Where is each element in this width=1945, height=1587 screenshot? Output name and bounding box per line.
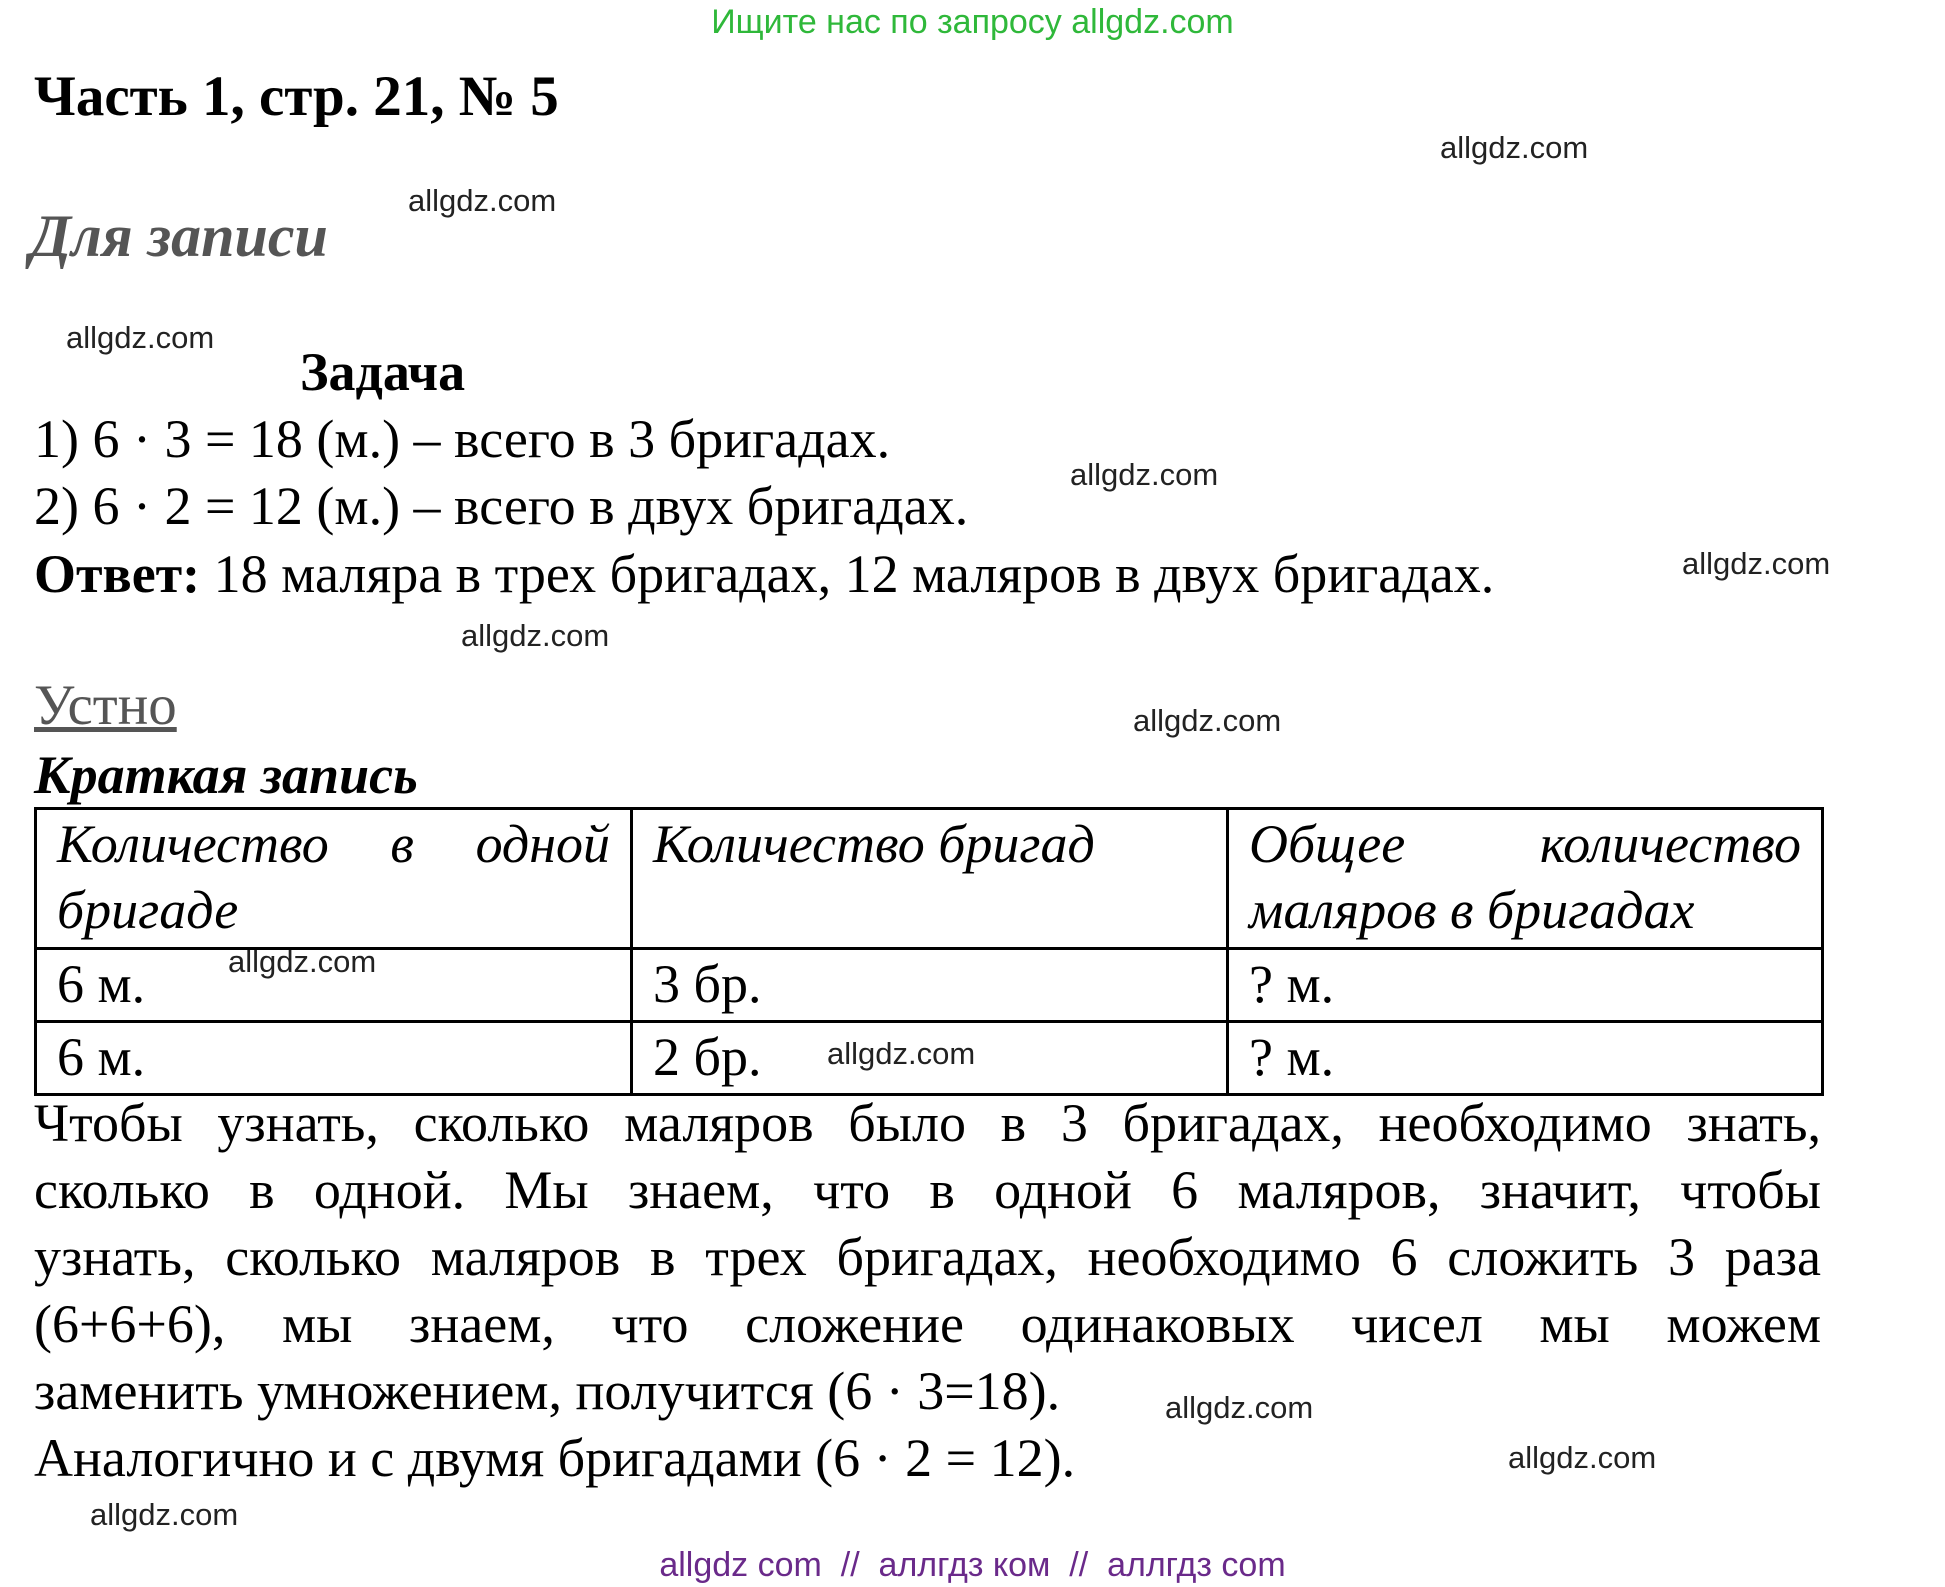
watermark: allgdz.com	[228, 944, 377, 979]
explanation-line: сколько в одной. Мы знаем, что в одной 6 маляров, значит, чтобы	[34, 1160, 1821, 1220]
top-banner: Ищите нас по запросу allgdz.com	[711, 3, 1234, 41]
section-oral-heading: Устно	[34, 674, 177, 737]
table-cell: 2 бр.	[632, 1021, 1228, 1094]
explanation-line: Аналогично и с двумя бригадами (6 · 2 = 12).	[34, 1428, 1076, 1488]
watermark: allgdz.com	[827, 1036, 976, 1071]
watermark: allgdz.com	[1508, 1440, 1657, 1475]
answer-text: 18 маляра в трех бригадах, 12 маляров в двух бригадах.	[200, 544, 1495, 604]
section-for-record-heading: Для записи	[30, 203, 328, 269]
watermark: allgdz.com	[66, 320, 215, 355]
table-header-cell: Количество бригад	[632, 809, 1228, 949]
table-cell: 6 м.	[36, 1021, 632, 1094]
table-cell: 6 м.	[36, 949, 632, 1022]
table-header-cell: Количество в одной бригаде	[36, 809, 632, 949]
watermark: allgdz.com	[408, 183, 557, 218]
table-cell: 3 бр.	[632, 949, 1228, 1022]
explanation-line: Чтобы узнать, сколько маляров было в 3 бригадах, необходимо знать,	[34, 1093, 1821, 1153]
watermark: allgdz.com	[461, 618, 610, 653]
page-title: Часть 1, стр. 21, № 5	[34, 65, 559, 128]
task-step-1: 1) 6 · 3 = 18 (м.) – всего в 3 бригадах.	[34, 409, 891, 469]
table-cell: ? м.	[1228, 949, 1823, 1022]
watermark: allgdz.com	[1133, 703, 1282, 738]
task-title: Задача	[300, 342, 466, 402]
explanation-line: узнать, сколько маляров в трех бригадах, необходимо 6 сложить 3 раза	[34, 1227, 1821, 1287]
task-answer	[34, 545, 1494, 604]
watermark: allgdz.com	[1165, 1390, 1314, 1425]
watermark: allgdz.com	[1440, 130, 1589, 165]
table-header-row	[36, 809, 1823, 949]
explanation-paragraph	[34, 1090, 1821, 1492]
watermark: allgdz.com	[90, 1497, 239, 1532]
explanation-line: заменить умножением, получится (6 · 3=18).	[34, 1361, 1061, 1421]
explanation-line: (6+6+6), мы знаем, что сложение одинаковых чисел мы можем	[34, 1294, 1821, 1354]
task-step-2: 2) 6 · 2 = 12 (м.) – всего в двух бригадах.	[34, 476, 969, 536]
table-header-cell: Общее количество маляров в бригадах	[1228, 809, 1823, 949]
answer-label: Ответ:	[34, 544, 201, 604]
brief-record-title: Краткая запись	[34, 745, 418, 805]
table-cell: ? м.	[1228, 1021, 1823, 1094]
footer-banner: allgdz com // аллгдз ком // аллгдз com	[659, 1546, 1286, 1584]
watermark: allgdz.com	[1070, 457, 1219, 492]
watermark: allgdz.com	[1682, 546, 1831, 581]
